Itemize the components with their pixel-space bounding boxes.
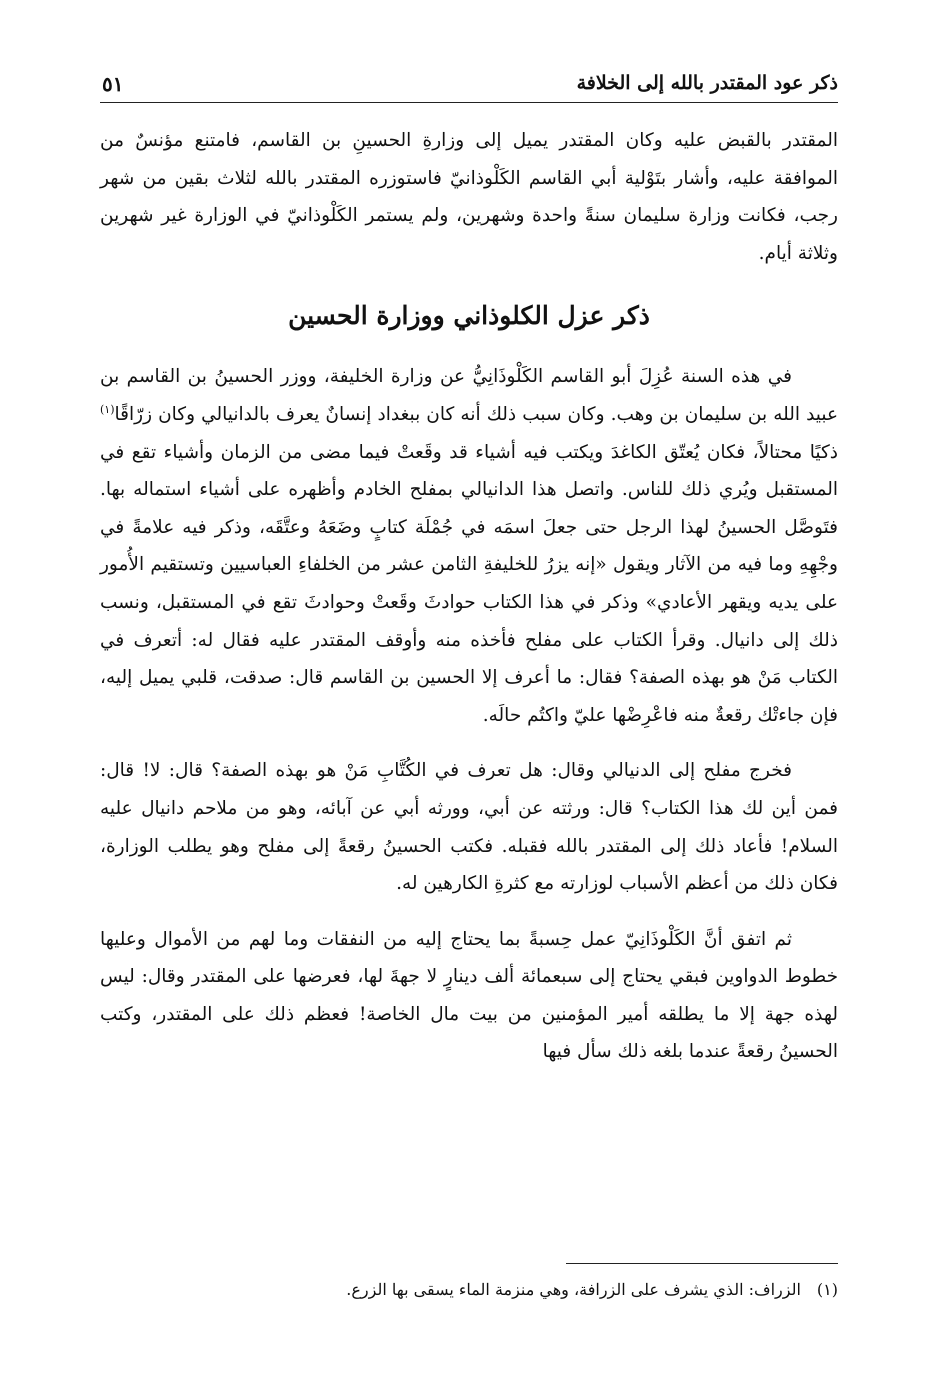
footnote-reference: (١): [100, 402, 115, 416]
paragraph-dismissal-part-1: في هذه السنة عُزِلَ أبو القاسم الكَلْوذَانِيُّ عن وزارة الخليفة، ووزر الحسينُ بن القاسم بن عبيد الله بن سليمان بن وهب. وكان سبب ذلك أنه كان ببغداد إنسانٌ يعرف بالدانيالي وكان زرّاقًا: [100, 366, 838, 425]
paragraph-muflih: فخرج مفلح إلى الدنيالي وقال: هل تعرف في الكُتَّابِ مَنْ هو بهذه الصفة؟ قال: لا! قال: فمن أين لك هذا الكتاب؟ قال: ورثته عن أبي، وورثه أبي عن آبائه، وهو من ملاحم دانيال عليه السلام! فأعاد ذلك إلى المقتدر بالله فقبله. فكتب الحسينُ رقعةً إلى مفلح وهو يطلب الوزارة، فكان ذلك من أعظم الأسباب لوزارته مع كثرةِ الكارهين له.: [100, 760, 838, 895]
paragraph-continued: المقتدر بالقبض عليه وكان المقتدر يميل إلى وزارةِ الحسينِ بن القاسم، فامتنع مؤنسٌ من الموافقة عليه، وأشار بتَوْلية أبي القاسم الكَلْوذانيّ فاستوزره المقتدر بالله لثلاث بقين من شهر رجب، فكانت وزارة سليمان سنةً واحدة وشهرين، ولم يستمر الكَلْوذانيّ في الوزارة غير شهرين وثلاثة أيام.: [100, 130, 838, 264]
footnote-separator: [566, 1263, 838, 1264]
main-text: [100, 122, 838, 1071]
footnote-marker: (١): [816, 1280, 838, 1299]
page-header: [100, 66, 838, 103]
paragraph-expenses: ثم اتفق أنَّ الكَلْوذَانِيّ عمل حِسبةً بما يحتاج إليه من النفقات وما لهم من الأموال وعليها خطوط الدواوين فبقي يحتاج إلى سبعمائة ألف دينارٍ لا جهةَ لها، فعرضها على المقتدر وقال: ليس لهذه جهة إلا ما يطلقه أمير المؤمنين من بيت مال الخاصة! فعظم ذلك على المقتدر، وكتب الحسينُ رقعةً عندما بلغه ذلك سأل فيها: [100, 928, 838, 1063]
running-title: ذكر عود المقتدر بالله إلى الخلافة: [576, 72, 838, 94]
footnote: [108, 1276, 838, 1304]
page-number: ٥١: [102, 72, 124, 96]
paragraph-dismissal-part-2: ذكيًا محتالاً، فكان يُعتّق الكاغدَ ويكتب فيه أشياء قد وقَعتْ فيما مضى من الزمان وأشياء تقع في المستقبل ويُري ذلك للناس. واتصل هذا الدانيالي بمفلح الخادم وأظهره على أشياء استماله بها. فتَوصَّل الحسينُ لهذا الرجل حتى جعلَ اسمَه في جُمْلَة كتابٍ وضَعَهُ وعتَّقَه، وذكر فيه علامةً في وجْهِهِ وما فيه من الآثار ويقول «إنه يزرُ للخليفةِ الثامن عشر من الخلفاءِ العباسيين وتستقيم الأُمور على يديه ويقهر الأعادي» وذكر في هذا الكتاب حوادثَ وقَعتْ وحوادثَ تقع في المستقبل، ونسب ذلك إلى دانيال. وقرأ الكتاب على مفلح فأخذه منه وأوقف المقتدر عليه فقال له: أتعرف في الكتاب مَنْ هو بهذه الصفة؟ فقال: ما أعرف إلا الحسين بن القاسم قال: صدقت، قلبي يميل إليه، فإن جاءتْك رقعةٌ منه فاعْرِضْها عليّ واكتُم حالَه.: [100, 441, 838, 726]
section-heading: ذكر عزل الكلوذاني ووزارة الحسين: [288, 301, 650, 331]
footnote-text: الزراف: الذي يشرف على الزرافة، وهي منزمة الماء يسقى بها الزرع.: [346, 1280, 801, 1299]
paragraph-dismissal: [100, 358, 838, 734]
